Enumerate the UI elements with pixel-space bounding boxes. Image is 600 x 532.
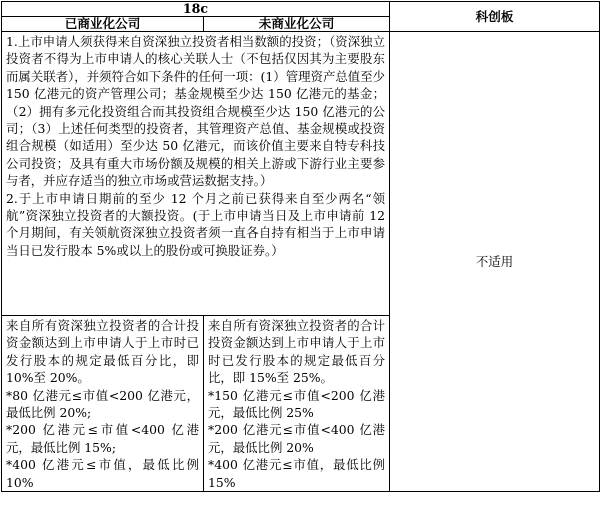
precommercial-min-text: 来自所有资深独立投资者的合计投资金额达到上市申请人于上市时已发行股本的规定最低百分比，即 15%至 25%。 <box>208 318 386 386</box>
rule-number-heading: 18c <box>2 2 390 17</box>
star-market-heading: 科创板 <box>390 2 600 32</box>
precommercial-tier-2: *200 亿港元≤市值<400 亿港元，最低比例 20% <box>208 422 386 455</box>
requirement-1: 1.上市申请人须获得来自资深独立投资者相当数额的投资；（资深独立投资者不得为上市申请人的核心关联人士（不包括仅因其为主要股东而属关联者），并须符合如下条件的任何一项：(1）管理资产总值至少 150 亿港元的资产管理公司；基金规模至少达 150 亿港元的基金；（2）拥有多元化投资组合而其投资组合规模至少达 150 亿港元的公司；（3）上述任何类型的投资者，其管理资产总值、基金规模或投资组合规模（如适用）至少达 50 亿港元，而该价值主要来自特专科技公司投资；及具有重大市场份额及规模的相关上游或下游行业主要参与者，并应存适当的独立市场或营运数据支持。） <box>6 34 386 189</box>
commercial-column-heading: 已商业化公司 <box>2 17 204 32</box>
precommercial-tier-1: *150 亿港元≤市值<200 亿港元，最低比例 25% <box>208 387 386 421</box>
star-market-value: 不适用 <box>390 32 600 492</box>
shared-requirements-cell <box>2 32 390 316</box>
precommercial-tier-3: *400 亿港元≤市值，最低比例 15% <box>208 457 386 490</box>
shared-requirements-row <box>2 32 600 316</box>
precommercial-column-heading: 未商业化公司 <box>204 17 390 32</box>
commercial-tier-2: *200 亿港元≤市值<400 亿港元，最低比例 15%; <box>6 422 199 455</box>
precommercial-threshold-cell <box>204 316 390 492</box>
commercial-tier-3: *400 亿港元≤市值，最低比例 10% <box>6 457 199 490</box>
requirement-2: 2.于上市申请日期前的至少 12 个月之前已获得来自至少两名“领航”资深独立投资者的大额投资。(于上市申请当日及上市申请前 12 个月期间，有关领航资深独立投资者须一直各自持有相当于上市申请当日已发行股本 5%或以上的股份或可换股证券。） <box>6 190 386 258</box>
header-row-rule <box>2 2 600 17</box>
comparison-table <box>1 1 600 492</box>
commercial-tier-1: *80 亿港元≤市值<200 亿港元，最低比例 20%; <box>6 387 199 421</box>
commercial-threshold-cell <box>2 316 204 492</box>
commercial-min-text: 来自所有资深独立投资者的合计投资金额达到上市申请人于上市时已发行股本的规定最低百分比，即 10%至 20%。 <box>6 318 199 386</box>
